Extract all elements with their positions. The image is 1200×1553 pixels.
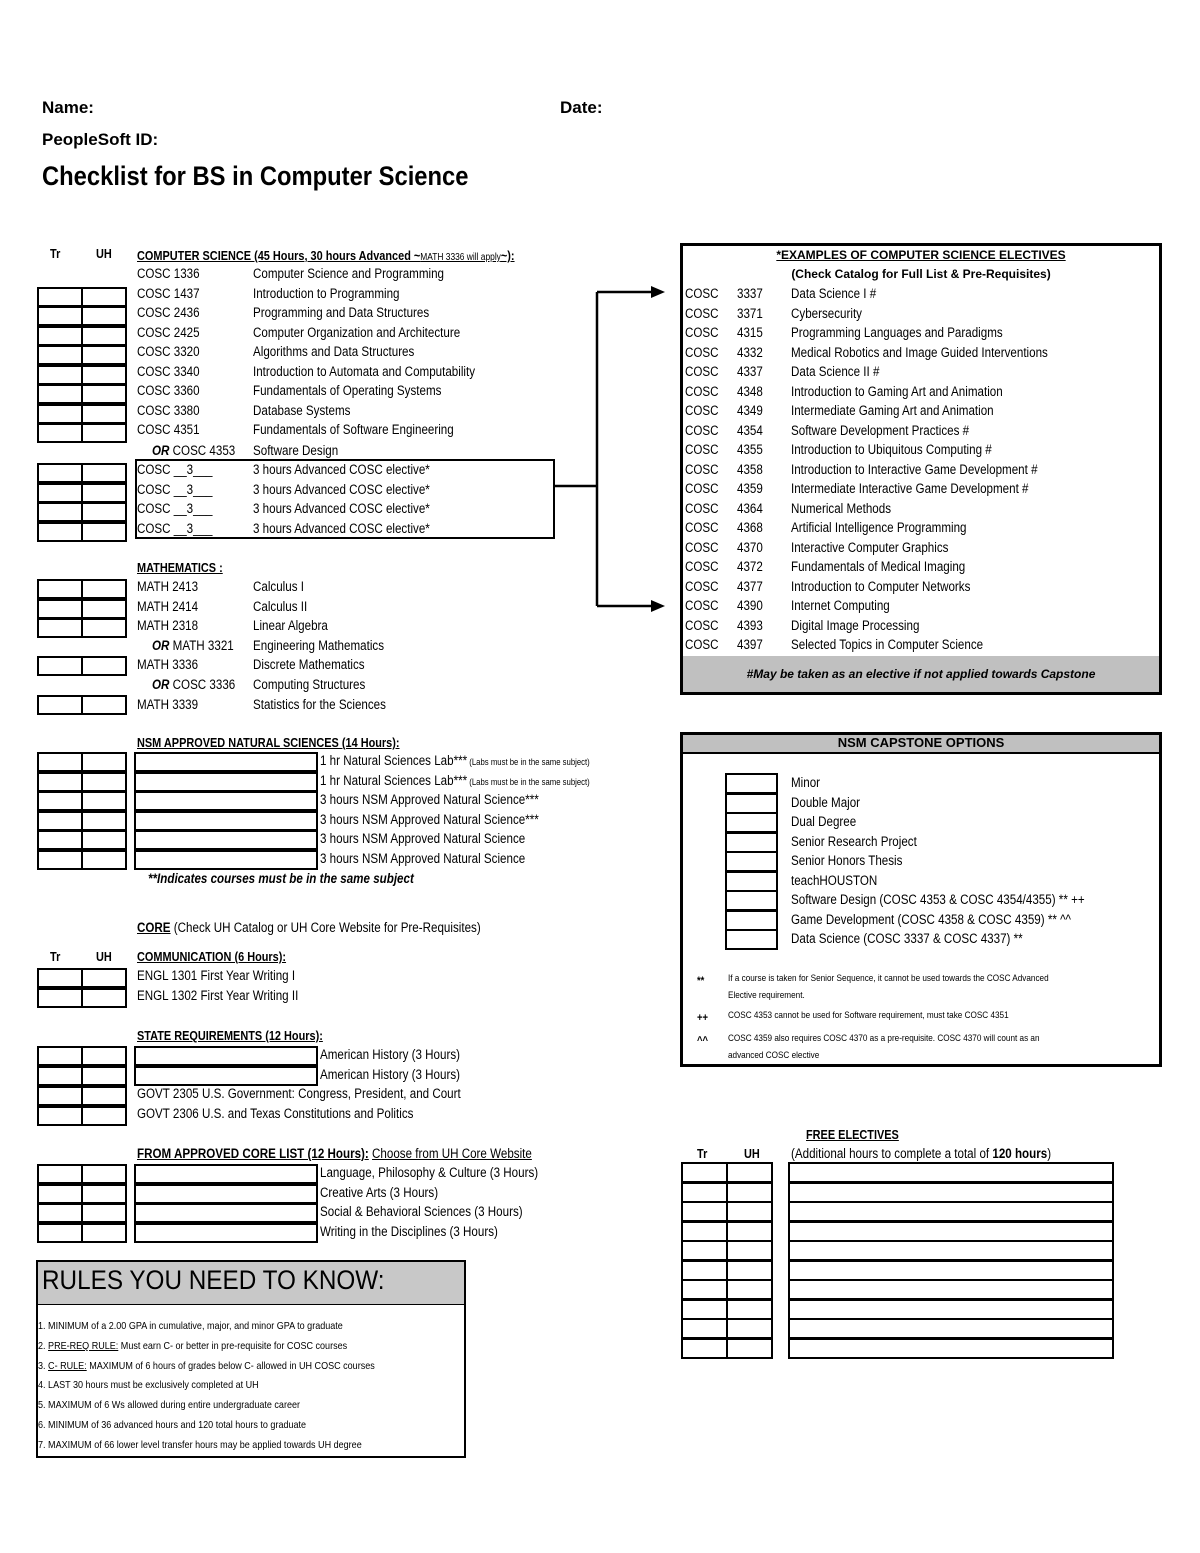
tr-checkbox[interactable] [681, 1201, 728, 1222]
rule-item: 3. C- RULE: MAXIMUM of 6 hours of grades below C- allowed in UH COSC courses [38, 1359, 375, 1372]
elective-name: Introduction to Gaming Art and Animation [791, 383, 1003, 399]
tr-checkbox[interactable] [37, 306, 83, 326]
cs-or-name: Software Design [253, 443, 339, 458]
elective-dept: COSC [685, 325, 719, 340]
uh-checkbox[interactable] [81, 423, 127, 443]
tr-checkbox[interactable] [681, 1260, 728, 1281]
date-label: Date: [560, 98, 603, 117]
tr-column-header: Tr [697, 1146, 708, 1161]
course-code: COSC 1336 [137, 266, 200, 281]
free-elective-field[interactable] [788, 1182, 1114, 1203]
uh-checkbox[interactable] [81, 579, 127, 599]
tr-checkbox[interactable] [37, 502, 83, 522]
free-elective-field[interactable] [788, 1279, 1114, 1300]
note-text: Elective requirement. [728, 990, 805, 1001]
course-entry-field[interactable] [134, 1223, 318, 1243]
uh-checkbox[interactable] [726, 1279, 773, 1300]
elective-number: 4337 [737, 364, 763, 379]
tr-checkbox[interactable] [37, 1086, 83, 1106]
capstone-checkbox[interactable] [725, 773, 778, 794]
free-elective-field[interactable] [788, 1221, 1114, 1242]
electives-footer: #May be taken as an elective if not applied towards Capstone [746, 667, 1096, 681]
course-name: Fundamentals of Software Engineering [253, 422, 454, 437]
stats-name: Statistics for the Sciences [253, 697, 386, 712]
free-elective-field[interactable] [788, 1240, 1114, 1261]
tr-checkbox[interactable] [37, 404, 83, 424]
tr-checkbox[interactable] [37, 830, 83, 850]
uh-column-header: UH [96, 246, 112, 261]
tr-checkbox[interactable] [37, 656, 83, 676]
tr-checkbox[interactable] [37, 1184, 83, 1204]
uh-checkbox[interactable] [81, 599, 127, 619]
capstone-option: teachHOUSTON [791, 872, 878, 888]
course-entry-field[interactable] [134, 1184, 318, 1204]
nsm-requirement: 3 hours NSM Approved Natural Science [320, 850, 526, 866]
tr-checkbox[interactable] [681, 1221, 728, 1242]
free-elective-field[interactable] [788, 1338, 1114, 1359]
course-code: COSC 3360 [137, 383, 200, 398]
course-entry-field[interactable] [134, 1203, 318, 1223]
uh-checkbox[interactable] [81, 772, 127, 792]
course-entry-field[interactable] [134, 791, 318, 811]
capstone-checkbox[interactable] [725, 910, 778, 931]
capstone-option: Dual Degree [791, 814, 857, 829]
course-name: Programming and Data Structures [253, 305, 430, 320]
capstone-title: NSM CAPSTONE OPTIONS [837, 735, 1005, 750]
capstone-checkbox[interactable] [725, 851, 778, 872]
elective-name: Cybersecurity [791, 305, 862, 321]
capstone-checkbox[interactable] [725, 793, 778, 814]
tr-checkbox[interactable] [37, 1223, 83, 1243]
rule-item: 1. MINIMUM of a 2.00 GPA in cumulative, major, and minor GPA to graduate [38, 1320, 343, 1332]
course-code: COSC 4351 [137, 422, 200, 437]
course-entry-field[interactable] [134, 1164, 318, 1184]
rule-item: 2. PRE-REQ RULE: Must earn C- or better in pre-requisite for COSC courses [38, 1339, 348, 1352]
uh-checkbox[interactable] [81, 1164, 127, 1184]
uh-checkbox[interactable] [81, 287, 127, 307]
uh-checkbox[interactable] [81, 752, 127, 772]
elective-name: Introduction to Ubiquitous Computing # [791, 442, 992, 457]
course-code: MATH 2413 [137, 579, 199, 594]
arrow-connector [553, 280, 673, 615]
uh-checkbox[interactable] [81, 695, 127, 715]
note-text: If a course is taken for Senior Sequence, it cannot be used towards the COSC Advanced [728, 973, 1049, 984]
elective-name: Numerical Methods [791, 500, 892, 516]
uh-checkbox[interactable] [81, 345, 127, 365]
uh-checkbox[interactable] [81, 1223, 127, 1243]
course-entry-field[interactable] [134, 772, 318, 792]
tr-checkbox[interactable] [681, 1299, 728, 1320]
elective-number: 4368 [737, 520, 763, 535]
tr-column-header: Tr [50, 246, 61, 261]
elective-name: Selected Topics in Computer Science [791, 637, 984, 652]
core-category: Language, Philosophy & Culture (3 Hours) [320, 1165, 539, 1180]
elective-dept: COSC [685, 598, 719, 613]
course-entry-field[interactable] [134, 830, 318, 850]
capstone-checkbox[interactable] [725, 812, 778, 833]
course-entry-field[interactable] [134, 850, 318, 870]
elective-number: 4354 [737, 422, 763, 438]
tr-checkbox[interactable] [37, 345, 83, 365]
elective-dept: COSC [685, 481, 719, 496]
math-or-name: Engineering Mathematics [253, 638, 385, 653]
cs-heading: COMPUTER SCIENCE (45 Hours, 30 hours Advanced ~MATH 3336 will apply~): [137, 248, 515, 263]
elective-dept: COSC [685, 364, 719, 379]
tr-checkbox[interactable] [37, 1106, 83, 1126]
elective-dept: COSC [685, 286, 719, 301]
elective-code: COSC __3___ [137, 481, 213, 497]
course-name: Linear Algebra [253, 618, 328, 633]
capstone-option: Senior Honors Thesis [791, 853, 903, 868]
rule-item: 6. MINIMUM of 36 advanced hours and 120 total hours to graduate [38, 1419, 307, 1431]
course-name: Introduction to Programming [253, 285, 400, 301]
uh-checkbox[interactable] [726, 1260, 773, 1281]
course-entry-field[interactable] [134, 752, 318, 772]
elective-name: Introduction to Computer Networks [791, 578, 971, 594]
elective-name: 3 hours Advanced COSC elective* [253, 520, 430, 536]
elective-number: 4348 [737, 383, 763, 399]
elective-number: 4364 [737, 500, 763, 516]
tr-checkbox[interactable] [681, 1162, 728, 1183]
course-code: COSC 2425 [137, 324, 200, 340]
math-heading: MATHEMATICS : [137, 560, 223, 575]
elective-name: Intermediate Interactive Game Development # [791, 481, 1029, 496]
elective-code: COSC __3___ [137, 520, 213, 536]
tr-checkbox[interactable] [37, 287, 83, 307]
elective-name: Data Science II # [791, 364, 880, 379]
elective-name: Programming Languages and Paradigms [791, 325, 1003, 340]
uh-checkbox[interactable] [81, 988, 127, 1008]
course-name: Introduction to Automata and Computability [253, 363, 476, 379]
nsm-requirement: 1 hr Natural Sciences Lab*** (Labs must be in the same subject) [320, 772, 590, 788]
rules-title: RULES YOU NEED TO KNOW: [42, 1265, 385, 1295]
uh-checkbox[interactable] [726, 1318, 773, 1339]
uh-checkbox[interactable] [81, 1046, 127, 1066]
core-course: ENGL 1302 First Year Writing II [137, 987, 299, 1003]
tr-checkbox[interactable] [37, 988, 83, 1008]
free-elective-field[interactable] [788, 1162, 1114, 1183]
elective-number: 4349 [737, 403, 763, 418]
core-course: ENGL 1301 First Year Writing I [137, 968, 296, 983]
course-code: MATH 2318 [137, 618, 199, 633]
tr-column-header: Tr [50, 949, 61, 964]
elective-dept: COSC [685, 442, 719, 457]
uh-checkbox[interactable] [81, 1106, 127, 1126]
elective-name: Artificial Intelligence Programming [791, 520, 967, 535]
course-name: Database Systems [253, 402, 351, 418]
uh-checkbox[interactable] [81, 850, 127, 870]
note-symbol: ++ [697, 1012, 709, 1024]
elective-number: 4370 [737, 539, 763, 555]
tr-checkbox[interactable] [37, 618, 83, 638]
uh-checkbox[interactable] [81, 502, 127, 522]
tr-checkbox[interactable] [37, 365, 83, 385]
uh-checkbox[interactable] [81, 522, 127, 542]
course-code: MATH 2414 [137, 598, 199, 614]
capstone-checkbox[interactable] [725, 890, 778, 911]
elective-number: 4390 [737, 598, 763, 613]
core-category: Writing in the Disciplines (3 Hours) [320, 1223, 498, 1239]
state-requirement: American History (3 Hours) [320, 1066, 461, 1082]
course-entry-field[interactable] [134, 811, 318, 831]
elective-name: Software Development Practices # [791, 422, 970, 438]
capstone-checkbox[interactable] [725, 832, 778, 853]
tr-checkbox[interactable] [37, 522, 83, 542]
rule-item: 5. MAXIMUM of 6 Ws allowed during entire undergraduate career [38, 1399, 301, 1412]
uh-checkbox[interactable] [726, 1162, 773, 1183]
elective-number: 4315 [737, 325, 763, 340]
course-code: COSC 3380 [137, 402, 200, 418]
tr-checkbox[interactable] [37, 791, 83, 811]
nsm-requirement: 3 hours NSM Approved Natural Science [320, 831, 526, 846]
uh-checkbox[interactable] [81, 463, 127, 483]
tr-checkbox[interactable] [681, 1279, 728, 1300]
capstone-option: Software Design (COSC 4353 & COSC 4354/4355) ** ++ [791, 892, 1085, 907]
elective-dept: COSC [685, 422, 719, 438]
course-name: Calculus II [253, 598, 308, 614]
elective-number: 4377 [737, 578, 763, 594]
elective-number: 4332 [737, 344, 763, 360]
elective-dept: COSC [685, 539, 719, 555]
uh-checkbox[interactable] [81, 830, 127, 850]
core-heading: CORE (Check UH Catalog or UH Core Website for Pre-Requisites) [137, 920, 481, 935]
page-title: Checklist for BS in Computer Science [42, 161, 469, 191]
uh-checkbox[interactable] [726, 1299, 773, 1320]
uh-checkbox[interactable] [81, 1086, 127, 1106]
elective-dept: COSC [685, 617, 719, 633]
nsm-note: **Indicates courses must be in the same subject [148, 871, 414, 886]
cs-or-row: OR COSC 4353 [152, 443, 236, 458]
course-name: Algorithms and Data Structures [253, 344, 415, 359]
elective-dept: COSC [685, 637, 719, 652]
name-label: Name: [42, 98, 94, 117]
nsm-requirement: 3 hours NSM Approved Natural Science*** [320, 811, 539, 827]
elective-name: Data Science I # [791, 286, 877, 301]
tr-checkbox[interactable] [37, 483, 83, 503]
elective-name: Medical Robotics and Image Guided Interventions [791, 344, 1048, 360]
core-course: GOVT 2305 U.S. Government: Congress, President, and Court [137, 1086, 461, 1101]
tr-checkbox[interactable] [37, 579, 83, 599]
elective-name: 3 hours Advanced COSC elective* [253, 462, 430, 477]
math-or-row: OR MATH 3321 [152, 638, 234, 653]
state-heading: STATE REQUIREMENTS (12 Hours): [137, 1028, 323, 1043]
uh-checkbox[interactable] [81, 365, 127, 385]
tr-checkbox[interactable] [37, 850, 83, 870]
free-elective-field[interactable] [788, 1201, 1114, 1222]
uh-column-header: UH [96, 949, 112, 964]
note-symbol: ** [697, 975, 705, 987]
course-name: Fundamentals of Operating Systems [253, 383, 442, 398]
uh-checkbox[interactable] [81, 1203, 127, 1223]
capstone-option: Data Science (COSC 3337 & COSC 4337) ** [791, 931, 1023, 946]
elective-dept: COSC [685, 461, 719, 477]
elective-name: Digital Image Processing [791, 617, 920, 633]
elective-number: 4355 [737, 442, 763, 457]
course-entry-field[interactable] [134, 1046, 318, 1066]
course-name: Computer Organization and Architecture [253, 324, 461, 340]
approved-core-heading: FROM APPROVED CORE LIST (12 Hours): Choose from UH Core Website [137, 1146, 532, 1161]
tr-checkbox[interactable] [37, 384, 83, 404]
uh-checkbox[interactable] [81, 618, 127, 638]
course-name: Computer Science and Programming [253, 266, 445, 281]
free-electives-note: (Additional hours to complete a total of 120 hours) [791, 1146, 1052, 1161]
capstone-option: Minor [791, 775, 821, 790]
elective-number: 4372 [737, 559, 763, 574]
math-or2-name: Computing Structures [253, 677, 366, 692]
capstone-option: Double Major [791, 794, 861, 810]
uh-checkbox[interactable] [81, 811, 127, 831]
uh-checkbox[interactable] [726, 1182, 773, 1203]
note-text: advanced COSC elective [728, 1050, 820, 1061]
nsm-requirement: 1 hr Natural Sciences Lab*** (Labs must be in the same subject) [320, 753, 590, 768]
core-category: Social & Behavioral Sciences (3 Hours) [320, 1204, 523, 1219]
uh-checkbox[interactable] [81, 656, 127, 676]
elective-name: Internet Computing [791, 598, 890, 613]
elective-number: 4358 [737, 461, 763, 477]
elective-dept: COSC [685, 305, 719, 321]
uh-checkbox[interactable] [726, 1201, 773, 1222]
tr-checkbox[interactable] [37, 423, 83, 443]
stats-code: MATH 3339 [137, 697, 199, 712]
elective-name: Fundamentals of Medical Imaging [791, 559, 966, 574]
tr-checkbox[interactable] [681, 1182, 728, 1203]
note-text: COSC 4353 cannot be used for Software requirement, must take COSC 4351 [728, 1010, 1009, 1021]
tr-checkbox[interactable] [37, 1046, 83, 1066]
rule-item: 7. MAXIMUM of 66 lower level transfer hours may be applied towards UH degree [38, 1438, 362, 1451]
communication-heading: COMMUNICATION (6 Hours): [137, 949, 287, 964]
capstone-option: Game Development (COSC 4358 & COSC 4359) ** ^^ [791, 911, 1071, 927]
nsm-requirement: 3 hours NSM Approved Natural Science*** [320, 792, 539, 807]
elective-name: Intermediate Gaming Art and Animation [791, 403, 994, 418]
elective-dept: COSC [685, 578, 719, 594]
math-or2-row: OR COSC 3336 [152, 677, 236, 692]
tr-checkbox[interactable] [37, 326, 83, 346]
uh-checkbox[interactable] [81, 384, 127, 404]
elective-dept: COSC [685, 383, 719, 399]
peoplesoft-id-label: PeopleSoft ID: [42, 130, 159, 149]
elective-code: COSC __3___ [137, 462, 213, 477]
tr-checkbox[interactable] [37, 599, 83, 619]
free-elective-field[interactable] [788, 1260, 1114, 1281]
tr-checkbox[interactable] [681, 1240, 728, 1261]
capstone-checkbox[interactable] [725, 929, 778, 950]
elective-number: 4393 [737, 617, 763, 633]
capstone-checkbox[interactable] [725, 871, 778, 892]
elective-number: 4359 [737, 481, 763, 496]
elective-number: 3337 [737, 286, 763, 301]
electives-subtitle: (Check Catalog for Full List & Pre-Requisites) [791, 267, 1051, 281]
elective-dept: COSC [685, 403, 719, 418]
elective-name: 3 hours Advanced COSC elective* [253, 501, 430, 516]
tr-checkbox[interactable] [37, 772, 83, 792]
tr-checkbox[interactable] [37, 1066, 83, 1086]
tr-checkbox[interactable] [37, 1203, 83, 1223]
tr-checkbox[interactable] [37, 463, 83, 483]
tr-checkbox[interactable] [37, 695, 83, 715]
tr-checkbox[interactable] [681, 1338, 728, 1359]
uh-checkbox[interactable] [81, 483, 127, 503]
discrete-code: MATH 3336 [137, 657, 199, 672]
elective-name: Introduction to Interactive Game Development # [791, 461, 1038, 477]
uh-checkbox[interactable] [726, 1338, 773, 1359]
elective-code: COSC __3___ [137, 501, 213, 516]
course-entry-field[interactable] [134, 1066, 318, 1086]
uh-checkbox[interactable] [81, 306, 127, 326]
elective-dept: COSC [685, 520, 719, 535]
elective-dept: COSC [685, 500, 719, 516]
uh-checkbox[interactable] [81, 1066, 127, 1086]
tr-checkbox[interactable] [37, 968, 83, 988]
note-text: COSC 4359 also requires COSC 4370 as a pre-requisite. COSC 4370 will count as an [728, 1033, 1040, 1044]
tr-checkbox[interactable] [37, 1164, 83, 1184]
course-name: Calculus I [253, 579, 304, 594]
elective-name: 3 hours Advanced COSC elective* [253, 481, 430, 497]
tr-checkbox[interactable] [681, 1318, 728, 1339]
elective-number: 4397 [737, 637, 763, 652]
tr-checkbox[interactable] [37, 811, 83, 831]
elective-dept: COSC [685, 344, 719, 360]
state-requirement: American History (3 Hours) [320, 1047, 461, 1062]
course-code: COSC 1437 [137, 285, 200, 301]
electives-title: *EXAMPLES OF COMPUTER SCIENCE ELECTIVES [776, 248, 1066, 262]
uh-checkbox[interactable] [81, 968, 127, 988]
rule-item: 4. LAST 30 hours must be exclusively completed at UH [38, 1379, 259, 1392]
uh-column-header: UH [744, 1146, 760, 1161]
uh-checkbox[interactable] [726, 1221, 773, 1242]
tr-checkbox[interactable] [37, 752, 83, 772]
free-electives-heading: FREE ELECTIVES [806, 1127, 899, 1142]
elective-dept: COSC [685, 559, 719, 574]
core-course: GOVT 2306 U.S. and Texas Constitutions and Politics [137, 1105, 414, 1121]
discrete-name: Discrete Mathematics [253, 657, 365, 672]
elective-name: Interactive Computer Graphics [791, 539, 949, 555]
uh-checkbox[interactable] [81, 404, 127, 424]
uh-checkbox[interactable] [81, 791, 127, 811]
capstone-option: Senior Research Project [791, 833, 917, 849]
course-code: COSC 2436 [137, 305, 200, 320]
uh-checkbox[interactable] [81, 326, 127, 346]
note-symbol: ^^ [697, 1035, 709, 1047]
course-code: COSC 3340 [137, 363, 200, 379]
uh-checkbox[interactable] [81, 1184, 127, 1204]
free-elective-field[interactable] [788, 1299, 1114, 1320]
uh-checkbox[interactable] [726, 1240, 773, 1261]
free-elective-field[interactable] [788, 1318, 1114, 1339]
course-code: COSC 3320 [137, 344, 200, 359]
elective-number: 3371 [737, 305, 763, 321]
nsm-heading: NSM APPROVED NATURAL SCIENCES (14 Hours): [137, 735, 400, 750]
core-category: Creative Arts (3 Hours) [320, 1184, 439, 1200]
